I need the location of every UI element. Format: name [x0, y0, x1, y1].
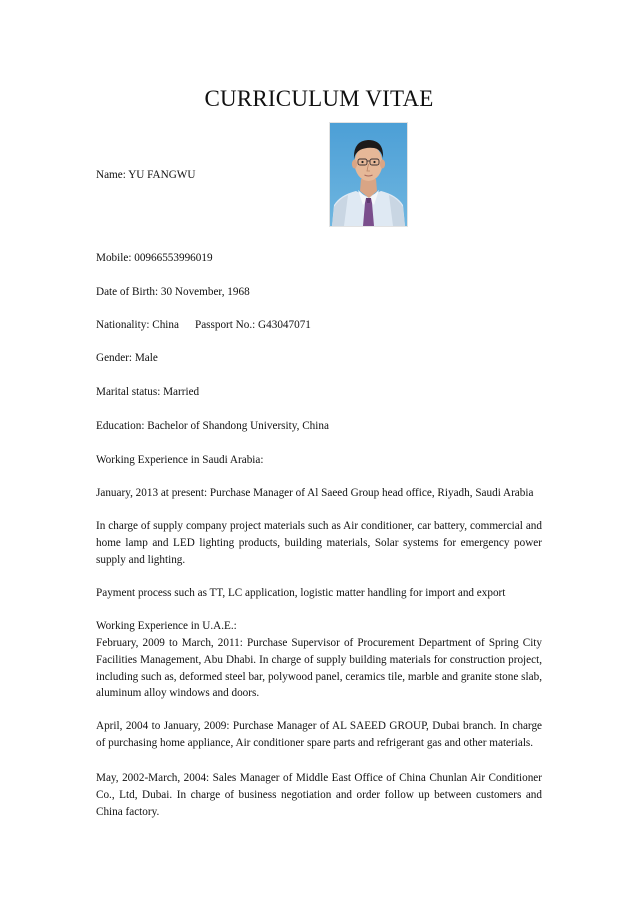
- gender-line: Gender: Male: [96, 352, 158, 364]
- passport-text: Passport No.: G43047071: [194, 319, 311, 331]
- person-portrait-icon: [330, 123, 407, 226]
- nationality-line: [96, 319, 311, 331]
- saudi-duties-paragraph: In charge of supply company project materials such as Air conditioner, car battery, commercial and home lamp and LED lighting products, building materials, Solar systems for emergency power supply and lighting.: [96, 520, 542, 566]
- education-line: Education: Bachelor of Shandong University, China: [96, 420, 329, 432]
- saudi-payment-line: Payment process such as TT, LC application, logistic matter handling for import and export: [96, 587, 506, 599]
- uae-experience-heading: Working Experience in U.A.E.:: [96, 620, 237, 632]
- dob-line: Date of Birth: 30 November, 1968: [96, 286, 250, 298]
- saudi-experience-heading: Working Experience in Saudi Arabia:: [96, 454, 264, 466]
- uae-job-paragraph-2: April, 2004 to January, 2009: Purchase Manager of AL SAEED GROUP, Dubai branch. In charge of purchasing home appliance, Air conditioner spare parts and refrigerant gas and other materials.: [96, 720, 542, 749]
- nationality-text: Nationality: China: [96, 319, 179, 331]
- document-title: CURRICULUM VITAE: [204, 86, 434, 111]
- uae-job-paragraph-3: May, 2002-March, 2004: Sales Manager of Middle East Office of China Chunlan Air Conditioner Co., Ltd, Dubai. In charge of business negotiation and order follow up between customers and China factory.: [96, 772, 542, 818]
- name-line: Name: YU FANGWU: [96, 169, 196, 181]
- saudi-job-line: January, 2013 at present: Purchase Manager of Al Saeed Group head office, Riyadh, Saudi Arabia: [96, 487, 534, 499]
- mobile-line: Mobile: 00966553996019: [96, 252, 213, 264]
- uae-job-paragraph-1: February, 2009 to March, 2011: Purchase Supervisor of Procurement Department of Spring City Facilities Management, Abu Dhabi. In charge of supply building materials for construction project, including such as, deformed steel bar, polywood panel, ceramics tile, marble and granite stone slab, aluminum alloy windows and doors.: [96, 637, 542, 700]
- marital-status-line: Marital status: Married: [96, 386, 200, 398]
- portrait-photo: [329, 122, 408, 227]
